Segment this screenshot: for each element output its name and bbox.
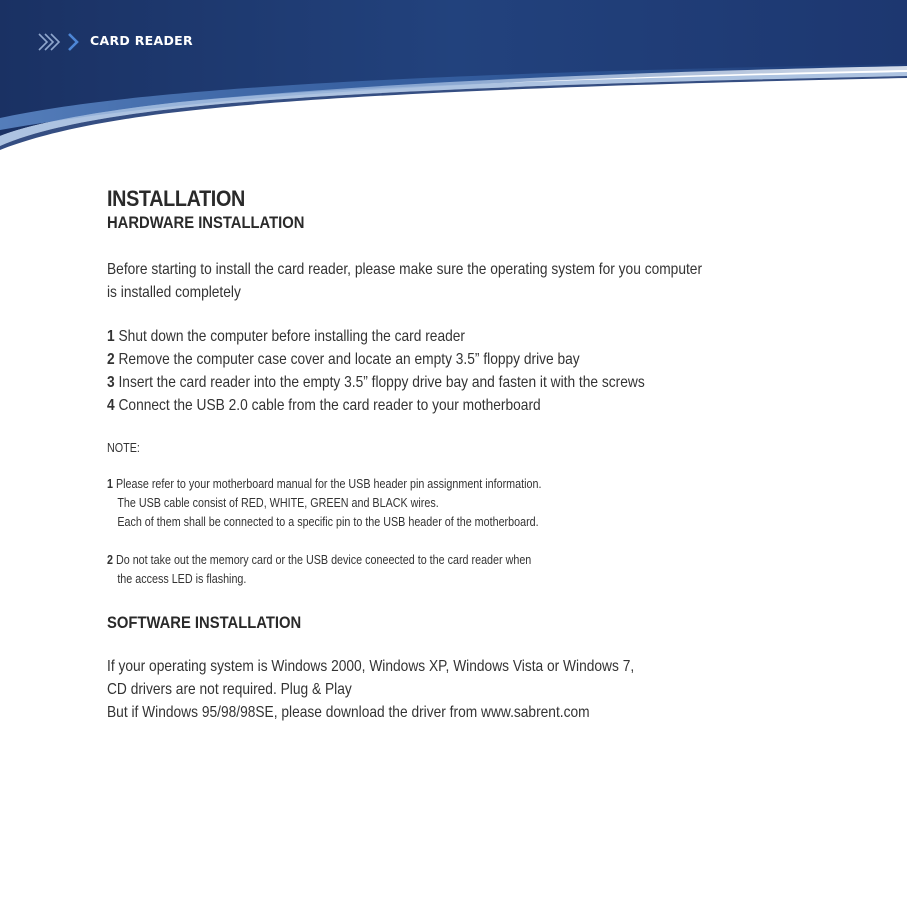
step-text: Shut down the computer before installing the card reader	[118, 328, 465, 345]
intro-line: is installed completely	[107, 284, 241, 301]
header-band	[0, 0, 907, 160]
installation-content	[107, 186, 867, 724]
intro-paragraph	[107, 258, 867, 304]
step-item	[107, 371, 761, 394]
step-text: Remove the computer case cover and locate an empty 3.5” floppy drive bay	[118, 351, 580, 368]
note-text: Please refer to your motherboard manual for the USB header pin assignment information.	[115, 477, 542, 491]
note-line	[107, 551, 761, 570]
step-item	[107, 394, 761, 417]
step-text: Insert the card reader into the empty 3.5” floppy drive bay and fasten it with the screws	[118, 374, 645, 391]
note-number: 2	[107, 553, 113, 567]
intro-line: Before starting to install the card reader, please make sure the operating system for you computer	[107, 261, 703, 278]
note-number: 1	[107, 477, 113, 491]
header-title: CARD READER	[90, 33, 193, 48]
note-label: NOTE:	[107, 441, 140, 455]
hardware-installation-heading: HARDWARE INSTALLATION	[107, 213, 305, 232]
step-text: Connect the USB 2.0 cable from the card reader to your motherboard	[118, 397, 541, 414]
note-item	[107, 551, 867, 589]
software-installation-heading: SOFTWARE INSTALLATION	[107, 613, 302, 632]
step-number: 4	[107, 397, 115, 414]
step-number: 1	[107, 328, 115, 345]
note-item	[107, 475, 867, 532]
double-chevron-icon	[36, 31, 88, 53]
step-number: 2	[107, 351, 115, 368]
page-title: INSTALLATION	[107, 186, 245, 211]
note-text: Do not take out the memory card or the USB device coneected to the card reader when	[115, 553, 532, 567]
software-line: But if Windows 95/98/98SE, please download the driver from www.sabrent.com	[107, 704, 590, 721]
software-line: CD drivers are not required. Plug & Play	[107, 681, 352, 698]
software-paragraph	[107, 655, 867, 724]
step-item	[107, 325, 761, 348]
step-item	[107, 348, 761, 371]
hardware-steps-list	[107, 325, 867, 417]
note-line: Each of them shall be connected to a specific pin to the USB header of the motherboard.	[117, 515, 539, 529]
note-line: The USB cable consist of RED, WHITE, GREEN and BLACK wires.	[117, 496, 439, 510]
note-line: the access LED is flashing.	[117, 572, 247, 586]
step-number: 3	[107, 374, 115, 391]
note-line	[107, 475, 761, 494]
software-line: If your operating system is Windows 2000, Windows XP, Windows Vista or Windows 7,	[107, 658, 635, 675]
header-swoosh-graphic	[0, 0, 907, 160]
